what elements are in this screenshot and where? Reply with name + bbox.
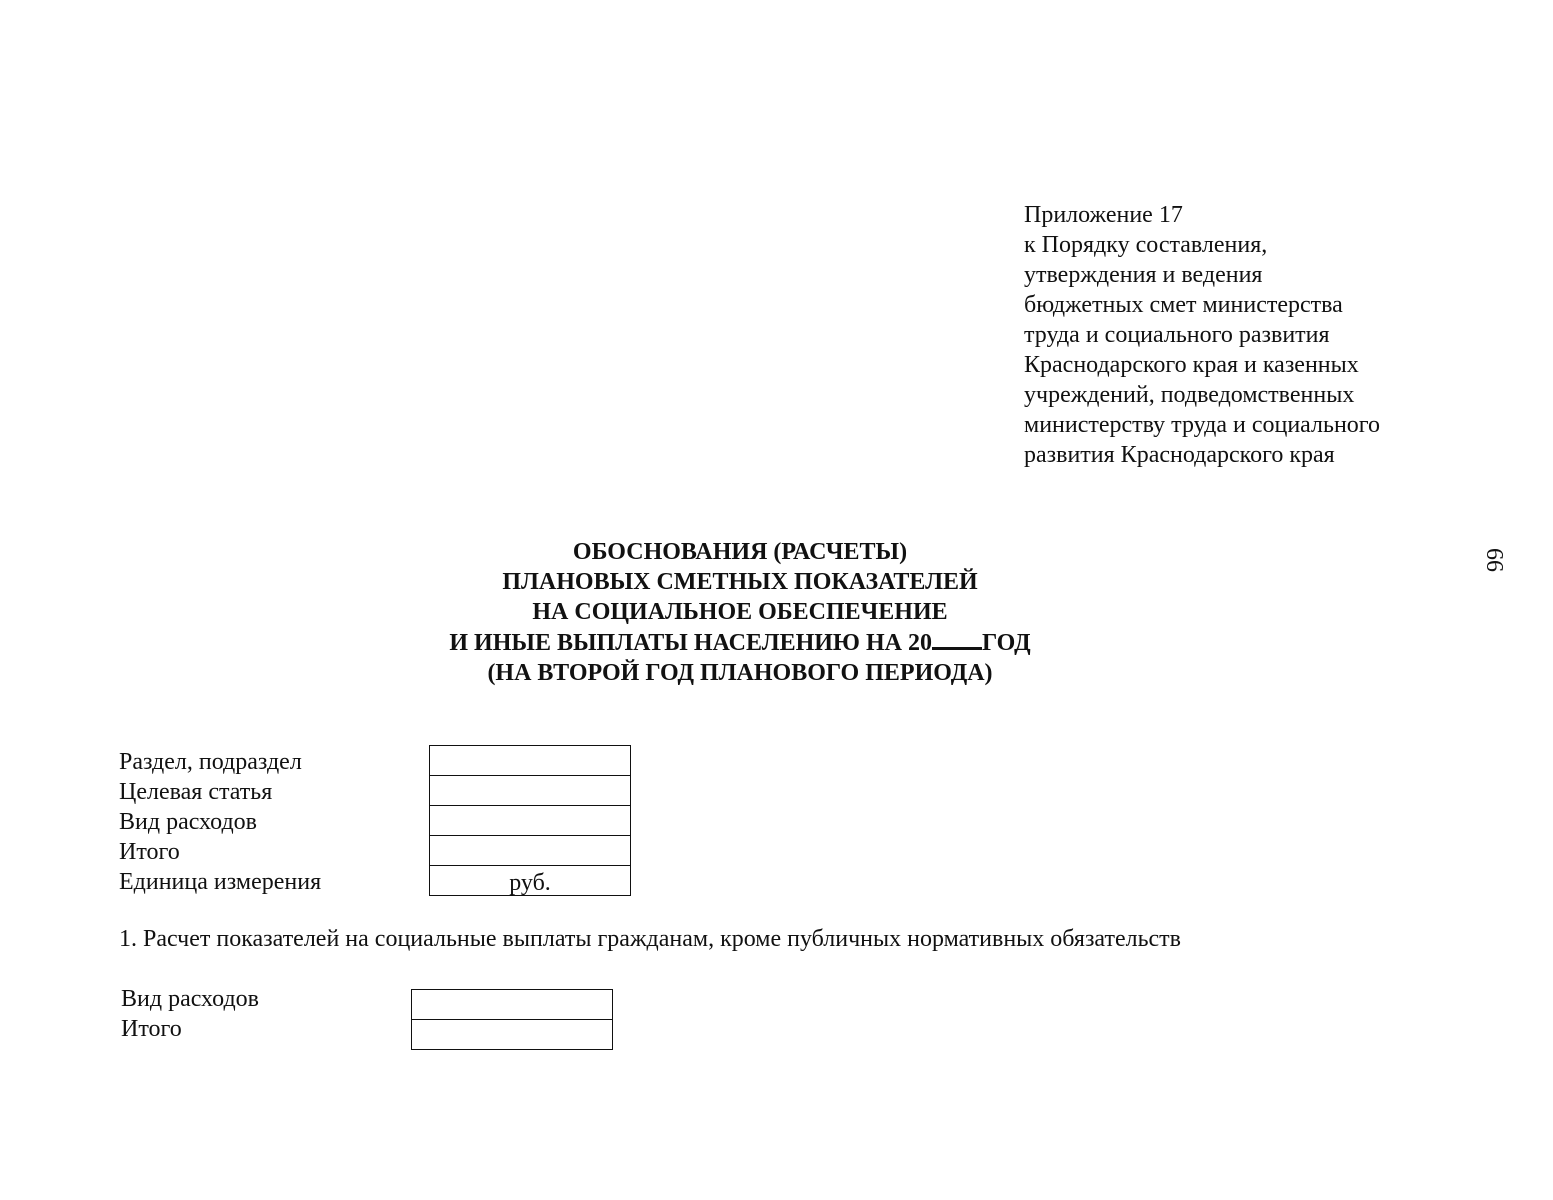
section-1-labels: [121, 984, 259, 1044]
appendix-line: Краснодарского края и казенных: [1024, 352, 1359, 378]
label-expense-type: Вид расходов: [119, 809, 257, 835]
appendix-line: утверждения и ведения: [1024, 262, 1263, 288]
label-total: Итого: [119, 839, 180, 865]
appendix-line: бюджетных смет министерства: [1024, 292, 1343, 318]
page-number: 66: [1481, 548, 1507, 572]
label-unit: Единица измерения: [119, 869, 322, 895]
label-total: Итого: [121, 1016, 182, 1042]
appendix-block: [1024, 200, 1444, 470]
expense-type-field[interactable]: [411, 990, 613, 1020]
unit-field[interactable]: руб.: [429, 866, 631, 896]
document-title: [380, 537, 1100, 688]
appendix-line: к Порядку составления,: [1024, 232, 1268, 258]
classification-labels: [119, 747, 321, 897]
section-code-field[interactable]: [429, 746, 631, 776]
label-section: Раздел, подраздел: [119, 749, 302, 775]
expense-type-field[interactable]: [429, 806, 631, 836]
title-line: (НА ВТОРОЙ ГОД ПЛАНОВОГО ПЕРИОДА): [487, 660, 993, 686]
appendix-line: министерству труда и социального: [1024, 412, 1381, 438]
total-field[interactable]: [429, 836, 631, 866]
appendix-line: Приложение 17: [1024, 202, 1183, 228]
appendix-line: труда и социального развития: [1024, 322, 1330, 348]
target-article-field[interactable]: [429, 776, 631, 806]
label-expense-type: Вид расходов: [121, 986, 259, 1012]
appendix-line: развития Краснодарского края: [1024, 442, 1335, 468]
label-target-article: Целевая статья: [119, 779, 273, 805]
appendix-line: учреждений, подведомственных: [1024, 382, 1355, 408]
title-line-year: [380, 627, 1100, 658]
year-blank-field[interactable]: [932, 627, 982, 650]
title-line-text: И ИНЫЕ ВЫПЛАТЫ НАСЕЛЕНИЮ НА 20: [449, 630, 932, 656]
total-field[interactable]: [411, 1020, 613, 1050]
section-1-boxes: [411, 989, 613, 1050]
classification-boxes: [429, 745, 631, 896]
title-line: ПЛАНОВЫХ СМЕТНЫХ ПОКАЗАТЕЛЕЙ: [502, 569, 978, 595]
title-line-text: ГОД: [981, 630, 1031, 656]
section-1-heading: 1. Расчет показателей на социальные выплаты гражданам, кроме публичных нормативных обязательств: [119, 926, 1181, 952]
title-line: НА СОЦИАЛЬНОЕ ОБЕСПЕЧЕНИЕ: [532, 599, 948, 625]
title-line: ОБОСНОВАНИЯ (РАСЧЕТЫ): [572, 539, 908, 565]
